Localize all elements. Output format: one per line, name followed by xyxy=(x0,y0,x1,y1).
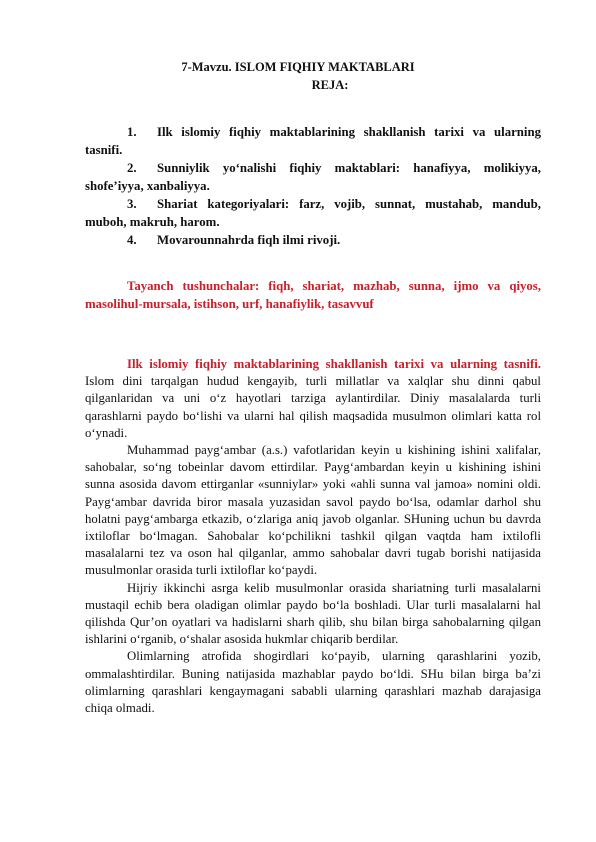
paragraph xyxy=(85,442,541,580)
plan-item-text: Ilk islomiy fiqhiy maktablarining shakllanish tarixi va ularning tasnifi. xyxy=(85,125,541,157)
plan-item-4 xyxy=(85,231,541,249)
paragraph xyxy=(85,580,541,649)
plan-item-number: 4. xyxy=(127,233,137,247)
paragraph-text: Islom dini tarqalgan hudud kengayib, turli millatlar va xalqlar shu dinni qabul qilganlaridan va uni o‘z hayotlari tarziga aylantirdilar. Diniy masalalarda turli qarashlarni paydo bo‘lishi va ularni hal qilish maqsadida musulmon olimlari katta rol o‘ynadi. xyxy=(85,374,541,440)
plan-item-number: 3. xyxy=(127,197,137,211)
plan-heading: REJA: xyxy=(311,78,349,92)
plan-item-3 xyxy=(85,195,541,231)
paragraph xyxy=(85,356,541,442)
paragraph-text: Muhammad payg‘ambar (a.s.) vafotlaridan keyin u kishining ishini xalifalar, sahobalar, so‘ng tobeinlar davom ettirdilar. Payg‘ambardan keyin u kishining ishini sunna asosida davom ettirganlar «sunniylar» yoki «ahli sunna val jamoa» nomini oldi. Payg‘ambar davrida biror masala yuzasidan savol paydo bo‘lsa, odamlar darhol shu holatni payg‘ambarga etkazib, o‘zlariga aniq javob olganlar. SHuning uchun bu davrda ixtiloflar bo‘lmagan. Sahobalar ko‘pchilikni tashkil qilgan vaqtda ham ixtilofli masalalarni tez va oson hal qilganlar, ammo sahobalar davri tugab borishi natijasida musulmonlar orasida turli ixtiloflar ko‘paydi. xyxy=(85,443,541,578)
paragraph xyxy=(85,648,541,717)
plan-list xyxy=(85,123,541,249)
plan-item-1 xyxy=(85,123,541,159)
paragraph-text: Olimlarning atrofida shogirdlari ko‘payib, ularning qarashlarini yozib, ommalashtirdilar. Buning natijasida mazhablar paydo bo‘ldi. SHu bilan birga ba’zi olimlarning qarashlari kengaymagani sababli ularning qarashlari mazhab darajasiga chiqa olmadi. xyxy=(85,649,541,716)
section-lead: Ilk islomiy fiqhiy maktablarining shakllanish tarixi va ularning tasnifi. xyxy=(127,357,541,371)
plan-item-2 xyxy=(85,159,541,195)
paragraph-text: Hijriy ikkinchi asrga kelib musulmonlar orasida shariatning turli masalalarni mustaqil echib bera oladigan olimlar paydo bo‘la boshladi. Ular turli masalalarni hal qilishda Qur’on oyatlari va hadislarni sharh qilib, shu bilan birga sahobalarning qilgan ishlarini o‘rganib, o‘shalar asosida hukmlar chiqarib berdilar. xyxy=(85,580,541,647)
plan-item-text: Shariat kategoriyalari: farz, vojib, sunnat, mustahab, mandub, muboh, makruh, harom. xyxy=(85,197,541,229)
plan-item-number: 1. xyxy=(127,125,137,139)
body-text xyxy=(85,356,541,717)
plan-item-text: Sunniylik yo‘nalishi fiqhiy maktablari: hanafiyya, molikiyya, shofe’iyya, xanbaliyya. xyxy=(85,161,541,193)
plan-item-number: 2. xyxy=(127,161,137,175)
document-title: 7-Mavzu. ISLOM FIQHIY MAKTABLARI xyxy=(181,60,415,74)
key-concepts: Tayanch tushunchalar: fiqh, shariat, mazhab, sunna, ijmo va qiyos, masolihul-mursala, istihson, urf, hanafiylik, tasavvuf xyxy=(85,279,541,311)
plan-item-text: Movarounnahrda fiqh ilmi rivoji. xyxy=(157,233,341,247)
